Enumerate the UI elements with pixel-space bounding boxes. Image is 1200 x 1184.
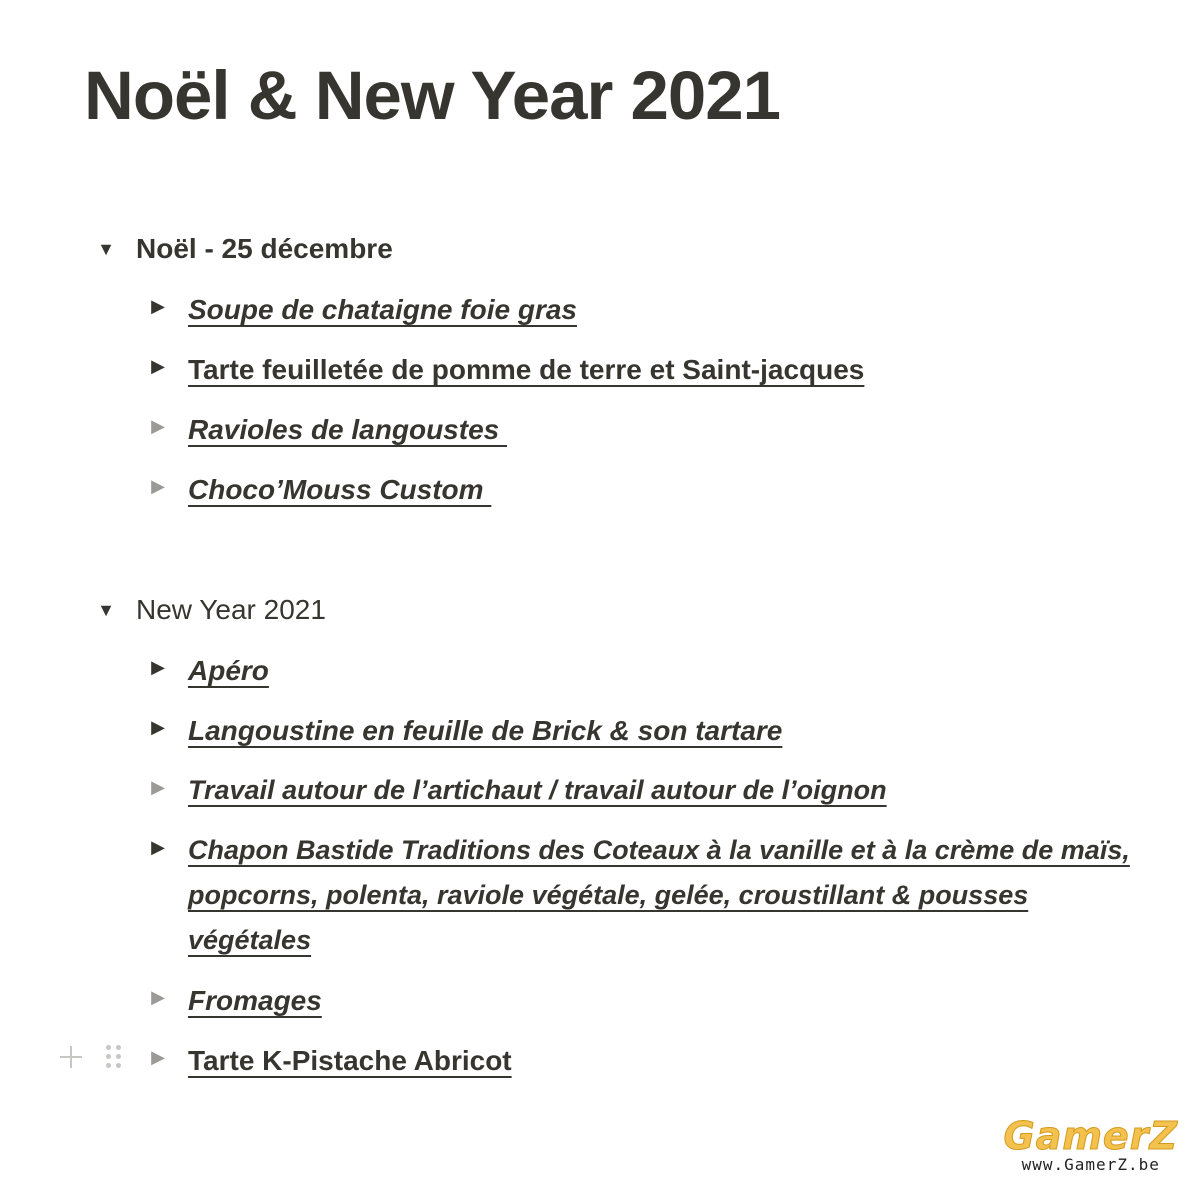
item-link[interactable]: Fromages [188,985,322,1016]
triangle-right-icon[interactable]: ▶ [151,356,165,376]
item-link[interactable]: Tarte K-Pistache Abricot [188,1045,512,1076]
toggle-item[interactable] [142,648,269,693]
toggle-heading-new-year[interactable] [90,591,326,629]
triangle-right-icon[interactable]: ▶ [151,416,165,436]
triangle-right-icon[interactable]: ▶ [151,987,165,1007]
toggle-item[interactable] [142,1038,512,1083]
toggle-item[interactable] [142,828,1132,963]
item-link[interactable]: Ravioles de langoustes [188,414,507,445]
item-link[interactable]: Travail autour de l’artichaut / travail autour de l’oignon [188,775,887,805]
toggle-item[interactable] [142,978,322,1023]
watermark-logo: GamerZ [1003,1114,1178,1158]
section-heading: Noël - 25 décembre [136,233,393,264]
triangle-down-icon[interactable]: ▼ [97,239,115,259]
page-title: Noël & New Year 2021 [84,57,780,134]
item-link[interactable]: Choco’Mouss Custom [188,474,492,505]
watermark-url: www.GamerZ.be [1021,1155,1160,1174]
toggle-item[interactable] [142,467,491,512]
toggle-item[interactable] [142,287,577,332]
plus-icon[interactable] [58,1044,84,1070]
item-link[interactable]: Soupe de chataigne foie gras [188,294,577,325]
triangle-right-icon[interactable]: ▶ [151,476,165,496]
watermark [1003,1114,1179,1174]
toggle-item[interactable] [142,708,782,753]
section-heading: New Year 2021 [136,594,326,625]
triangle-right-icon[interactable]: ▶ [151,837,165,857]
triangle-right-icon[interactable]: ▶ [151,777,165,797]
toggle-heading-noel[interactable] [90,230,393,268]
toggle-item[interactable] [142,768,887,813]
triangle-right-icon[interactable]: ▶ [151,1047,165,1067]
item-link[interactable]: Chapon Bastide Traditions des Coteaux à la vanille et à la crème de maïs, popcorns, polenta, raviole végétale, gelée, croustillant & pousses végétales [188,835,1130,955]
item-link[interactable]: Langoustine en feuille de Brick & son tartare [188,715,783,746]
toggle-item[interactable] [142,347,864,392]
triangle-down-icon[interactable]: ▼ [97,600,115,620]
triangle-right-icon[interactable]: ▶ [151,657,165,677]
item-link[interactable]: Apéro [188,655,269,686]
block-hover-controls [58,1044,120,1070]
triangle-right-icon[interactable]: ▶ [151,717,165,737]
item-link[interactable]: Tarte feuilletée de pomme de terre et Saint-jacques [188,354,865,385]
drag-handle-icon[interactable] [106,1045,120,1069]
triangle-right-icon[interactable]: ▶ [151,296,165,316]
toggle-item[interactable] [142,407,507,452]
